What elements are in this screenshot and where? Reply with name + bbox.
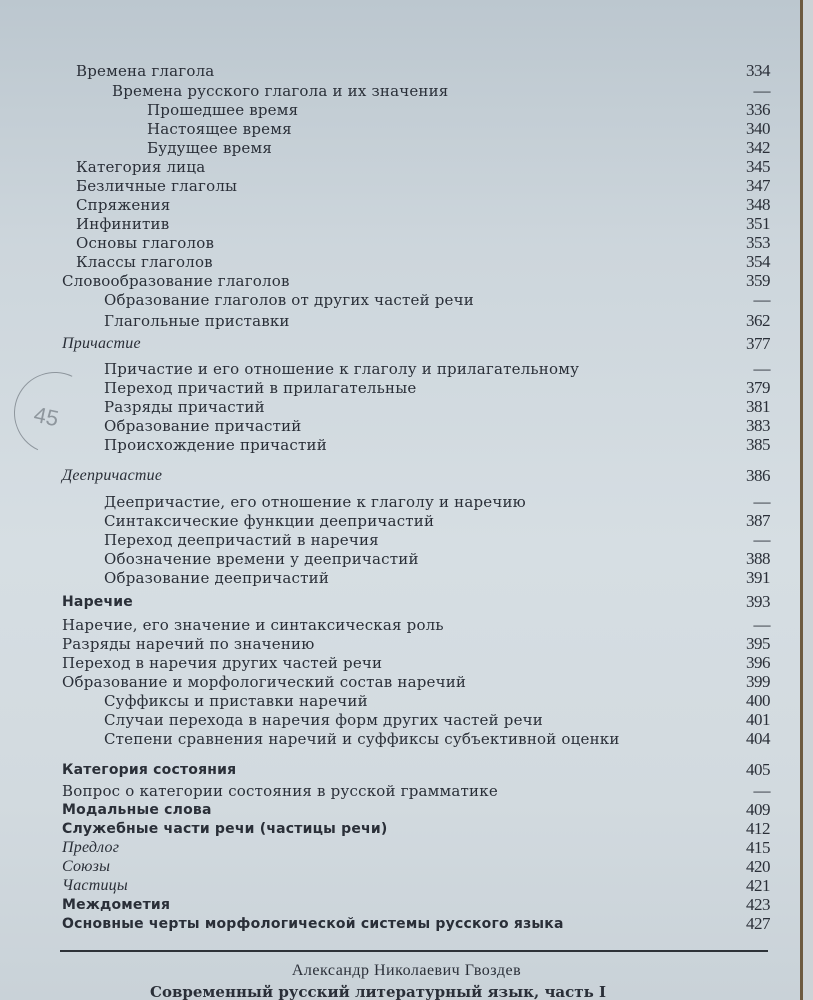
toc-entry xyxy=(0,529,770,549)
dot-leader xyxy=(222,62,726,80)
dot-leader xyxy=(337,569,726,587)
toc-entry-page: — xyxy=(753,615,770,634)
toc-entry xyxy=(0,856,770,876)
dot-leader xyxy=(628,730,726,748)
dot-leader xyxy=(213,158,726,176)
toc-entry-title: Переход в наречия других частей речи xyxy=(62,654,383,672)
dot-leader xyxy=(127,839,726,857)
dot-leader xyxy=(335,436,726,454)
dot-leader xyxy=(273,398,726,416)
toc-entry-page: 400 xyxy=(746,691,770,710)
dot-leader xyxy=(141,593,726,611)
dot-leader xyxy=(170,467,726,485)
dot-leader xyxy=(387,531,726,549)
toc-entry-title: Основы глаголов xyxy=(76,234,215,252)
toc-entry xyxy=(0,728,770,748)
margin-pencil-note: 45 xyxy=(31,401,61,432)
toc-entry-page: 348 xyxy=(746,195,770,214)
toc-entry-page: 340 xyxy=(746,119,770,138)
toc-entry xyxy=(0,175,770,195)
toc-entry xyxy=(0,232,770,252)
dot-leader xyxy=(118,858,726,876)
toc-entry-page: 347 xyxy=(746,176,770,195)
dot-leader xyxy=(456,82,726,100)
toc-entry-title: Словообразование глаголов xyxy=(62,272,290,290)
toc-entry-title: Образование причастий xyxy=(104,417,302,435)
toc-entry-page: 381 xyxy=(746,397,770,416)
toc-entry xyxy=(0,270,770,290)
toc-entry-page: 396 xyxy=(746,653,770,672)
toc-entry-title: Прошедшее время xyxy=(147,101,299,119)
toc-entry-page: 359 xyxy=(746,271,770,290)
toc-entry-page: 421 xyxy=(746,876,770,895)
dot-leader xyxy=(177,215,726,233)
toc-entry-page: — xyxy=(753,781,770,800)
toc-entry-page: 385 xyxy=(746,435,770,454)
toc-entry-title: Наречие xyxy=(62,594,133,610)
toc-entry-title: Образование и морфологический состав наречий xyxy=(62,673,467,691)
dot-leader xyxy=(390,654,726,672)
dot-leader xyxy=(442,512,726,530)
toc-entry-title: Случаи перехода в наречия форм других частей речи xyxy=(104,711,543,729)
dot-leader xyxy=(298,272,726,290)
dot-leader xyxy=(587,360,726,378)
toc-entry-page: — xyxy=(753,359,770,378)
dot-leader xyxy=(306,101,726,119)
toc-entry-title: Времена русского глагола и их значения xyxy=(112,82,449,100)
toc-entry-page: 383 xyxy=(746,416,770,435)
toc-entry xyxy=(0,510,770,530)
toc-entry xyxy=(0,894,770,914)
toc-entry-page: 409 xyxy=(746,800,770,819)
toc-entry xyxy=(0,137,770,157)
toc-entry xyxy=(0,333,770,353)
toc-entry-page: 334 xyxy=(746,61,770,80)
dot-leader xyxy=(506,782,726,800)
toc-entry-page: 379 xyxy=(746,378,770,397)
toc-entry-title: Переход причастий в прилагательные xyxy=(104,379,417,397)
toc-entry xyxy=(0,759,770,779)
dot-leader xyxy=(482,291,726,309)
toc-entry xyxy=(0,156,770,176)
dot-leader xyxy=(178,196,726,214)
toc-entry xyxy=(0,358,770,378)
toc-entry-page: 427 xyxy=(746,914,770,933)
toc-entry-page: 351 xyxy=(746,214,770,233)
toc-entry-page: 345 xyxy=(746,157,770,176)
dot-leader xyxy=(244,761,726,779)
toc-entry xyxy=(0,251,770,271)
dot-leader xyxy=(280,139,726,157)
dot-leader xyxy=(222,234,726,252)
toc-entry xyxy=(0,99,770,119)
dot-leader xyxy=(323,635,727,653)
toc-entry-page: — xyxy=(753,492,770,511)
toc-entry-title: Инфинитив xyxy=(76,215,170,233)
toc-entry-page: — xyxy=(753,290,770,309)
toc-entry-title: Происхождение причастий xyxy=(104,436,327,454)
dot-leader xyxy=(424,379,726,397)
toc-entry-title: Образование деепричастий xyxy=(104,569,330,587)
page-edge xyxy=(800,0,803,1000)
dot-leader xyxy=(376,692,726,710)
toc-entry-title: Настоящее время xyxy=(147,120,292,138)
toc-entry xyxy=(0,377,770,397)
toc-entry-page: 388 xyxy=(746,549,770,568)
toc-entry-page: 386 xyxy=(746,466,770,485)
dot-leader xyxy=(395,820,726,838)
dot-leader xyxy=(427,550,726,568)
toc-entry xyxy=(0,780,770,800)
toc-entry-page: 391 xyxy=(746,568,770,587)
toc-entry-title: Деепричастие xyxy=(62,467,163,484)
dot-leader xyxy=(474,673,726,691)
toc-entry xyxy=(0,837,770,857)
dot-leader xyxy=(452,616,726,634)
dot-leader xyxy=(220,801,726,819)
dot-leader xyxy=(221,253,726,271)
toc-entry xyxy=(0,548,770,568)
toc-entry xyxy=(0,671,770,691)
adjacent-page-strip xyxy=(803,0,813,1000)
toc-entry xyxy=(0,289,770,309)
toc-entry-title: Разряды причастий xyxy=(104,398,265,416)
toc-entry-title: Частицы xyxy=(62,877,128,894)
dot-leader xyxy=(149,335,726,353)
toc-entry-page: 377 xyxy=(746,334,770,353)
toc-entry-title: Причастие xyxy=(62,335,141,352)
toc-entry-title: Разряды наречий по значению xyxy=(62,635,315,653)
toc-entry-page: 354 xyxy=(746,252,770,271)
toc-entry-page: 420 xyxy=(746,857,770,876)
toc-entry-title: Классы глаголов xyxy=(76,253,213,271)
toc-entry-title: Деепричастие, его отношение к глаголу и наречию xyxy=(104,493,526,511)
toc-entry-page: 362 xyxy=(746,311,770,330)
toc-entry-title: Междометия xyxy=(62,897,171,913)
toc-entry-title: Суффиксы и приставки наречий xyxy=(104,692,368,710)
toc-entry-title: Причастие и его отношение к глаголу и прилагательному xyxy=(104,360,580,378)
toc-entry-title: Будущее время xyxy=(147,139,273,157)
toc-entry xyxy=(0,194,770,214)
toc-entry-title: Союзы xyxy=(62,858,111,875)
toc-entry-title: Категория лица xyxy=(76,158,206,176)
footer-divider xyxy=(60,950,768,952)
toc-entry-title: Времена глагола xyxy=(76,62,215,80)
toc-entry xyxy=(0,396,770,416)
dot-leader xyxy=(298,312,726,330)
toc-entry-page: 395 xyxy=(746,634,770,653)
toc-entry-page: — xyxy=(753,530,770,549)
book-title: Современный русский литературный язык, часть I xyxy=(150,983,606,1000)
toc-entry-title: Глагольные приставки xyxy=(104,312,290,330)
toc-entry xyxy=(0,709,770,729)
toc-entry xyxy=(0,213,770,233)
toc-entry-title: Служебные части речи (частицы речи) xyxy=(62,821,388,837)
toc-entry xyxy=(0,690,770,710)
toc-entry-page: 404 xyxy=(746,729,770,748)
dot-leader xyxy=(551,711,726,729)
toc-entry xyxy=(0,799,770,819)
toc-entry xyxy=(0,633,770,653)
toc-entry-title: Степени сравнения наречий и суффиксы субъективной оценки xyxy=(104,730,620,748)
toc-entry-title: Спряжения xyxy=(76,196,171,214)
toc-entry xyxy=(0,415,770,435)
toc-entry-title: Модальные слова xyxy=(62,802,212,818)
toc-entry-title: Обозначение времени у деепричастий xyxy=(104,550,419,568)
toc-entry xyxy=(0,614,770,634)
dot-leader xyxy=(534,493,726,511)
toc-entry-page: 353 xyxy=(746,233,770,252)
dot-leader xyxy=(178,896,726,914)
toc-entry-page: 401 xyxy=(746,710,770,729)
toc-entry xyxy=(0,60,770,80)
toc-entry-title: Наречие, его значение и синтаксическая роль xyxy=(62,616,444,634)
toc-entry-page: — xyxy=(753,81,770,100)
dot-leader xyxy=(309,417,726,435)
toc-entry-title: Переход деепричастий в наречия xyxy=(104,531,379,549)
toc-entry-page: 399 xyxy=(746,672,770,691)
toc-entry-page: 336 xyxy=(746,100,770,119)
toc-entry xyxy=(0,434,770,454)
dot-leader xyxy=(136,877,726,895)
dot-leader xyxy=(245,177,726,195)
toc-entry xyxy=(0,875,770,895)
toc-entry-page: 415 xyxy=(746,838,770,857)
dot-leader xyxy=(572,915,726,933)
toc-entry xyxy=(0,465,770,485)
toc-entry xyxy=(0,591,770,611)
author-name: Александр Николаевич Гвоздев xyxy=(291,962,522,979)
toc-entry-page: 412 xyxy=(746,819,770,838)
toc-entry-page: 405 xyxy=(746,760,770,779)
toc-entry-page: 393 xyxy=(746,592,770,611)
toc-entry xyxy=(0,567,770,587)
toc-entry xyxy=(0,118,770,138)
toc-entry-page: 342 xyxy=(746,138,770,157)
toc-entry xyxy=(0,310,770,330)
toc-entry-title: Основные черты морфологической системы русского языка xyxy=(62,916,564,932)
toc-entry-page: 423 xyxy=(746,895,770,914)
toc-entry xyxy=(0,652,770,672)
toc-entry xyxy=(0,80,770,100)
toc-entry-title: Категория состояния xyxy=(62,762,237,778)
toc-entry xyxy=(0,491,770,511)
toc-entry-title: Безличные глаголы xyxy=(76,177,238,195)
dot-leader xyxy=(300,120,726,138)
toc-entry-page: 387 xyxy=(746,511,770,530)
toc-entry-title: Предлог xyxy=(62,839,120,856)
toc-entry xyxy=(0,913,770,933)
toc-entry-title: Вопрос о категории состояния в русской грамматике xyxy=(62,782,498,800)
toc-entry-title: Образование глаголов от других частей речи xyxy=(104,291,474,309)
toc-entry-title: Синтаксические функции деепричастий xyxy=(104,512,435,530)
toc-entry xyxy=(0,818,770,838)
